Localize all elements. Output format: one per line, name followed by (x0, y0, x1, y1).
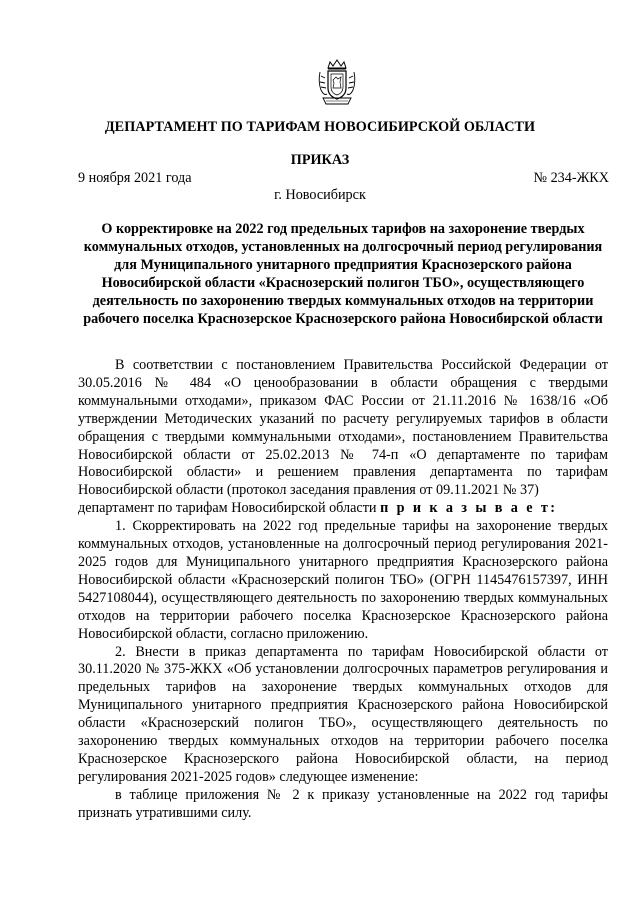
document-type: ПРИКАЗ (290, 152, 350, 168)
novosibirsk-coat-of-arms-icon (317, 58, 357, 108)
order-number: № 234-ЖКХ (533, 170, 609, 186)
item-1-paragraph: 1. Скорректировать на 2022 год предельные тарифы на захоронение твердых коммунальных отходов, установленные на долгосрочный период регулирования 2021-2025 годов для Муниципального унитарного предприятия Краснозерского района Новосибирской области «Краснозерский полигон ТБО» (ОГРН 1145476157397, ИНН 5427108044), осуществляющего деятельность по захоронению твердых коммунальных отходов на территории рабочего поселка Краснозерское Краснозерского района Новосибирской области, согласно приложению. (78, 518, 608, 642)
item-2-paragraph: 2. Внести в приказ департамента по тарифам Новосибирской области от 30.11.2020 № 375-ЖКХ «Об установлении долгосрочных параметров регулирования и предельных тарифов на захоронение твердых коммунальных отходов для Муниципального унитарного предприятия Краснозерского района Новосибирской области «Краснозерский полигон ТБО», осуществляющего деятельность по захоронению твердых коммунальных отходов на территории рабочего поселка Краснозерское Краснозерского района Новосибирской области, на период регулирования 2021-2025 годов» следующее изменение: (78, 643, 608, 785)
preamble-paragraph: В соответствии с постановлением Правительства Российской Федерации от 30.05.2016 № 484 «О ценообразовании в области обращения с твердыми коммунальными отходами», приказом ФАС России от 21.11.2016 № 1638/16 «Об утверждении Методических указаний по расчету регулируемых тарифов в области обращения с твердыми коммунальными отходами», постановлением Правительства Новосибирской области от 25.02.2013 № 74-п «О департаменте по тарифам Новосибирской области» и решением правления департамента по тарифам Новосибирской области (протокол заседания правления от 09.11.2021 № 37) (78, 357, 608, 499)
orders-paragraph (78, 500, 608, 518)
order-subject: О корректировке на 2022 год предельных тарифов на захоронение твердых коммунальных отходов, установленных на долгосрочный период регулирования для Муниципального унитарного предприятия Краснозерского района Новосибирской области «Краснозерский полигон ТБО», осуществляющего деятельность по захоронению твердых коммунальных отходов на территории рабочего поселка Краснозерское Краснозерского района Новосибирской области (83, 221, 603, 328)
order-body (78, 357, 608, 823)
orders-lead: департамент по тарифам Новосибирской области (78, 500, 377, 517)
department-name: ДЕПАРТАМЕНТ ПО ТАРИФАМ НОВОСИБИРСКОЙ ОБЛАСТИ (104, 119, 536, 135)
orders-word: п р и к а з ы в а е т: (380, 500, 558, 517)
item-2-sub-paragraph: в таблице приложения № 2 к приказу установленные на 2022 год тарифы признать утратившими силу. (78, 786, 608, 821)
order-city: г. Новосибирск (274, 187, 366, 203)
order-date: 9 ноября 2021 года (78, 170, 192, 186)
